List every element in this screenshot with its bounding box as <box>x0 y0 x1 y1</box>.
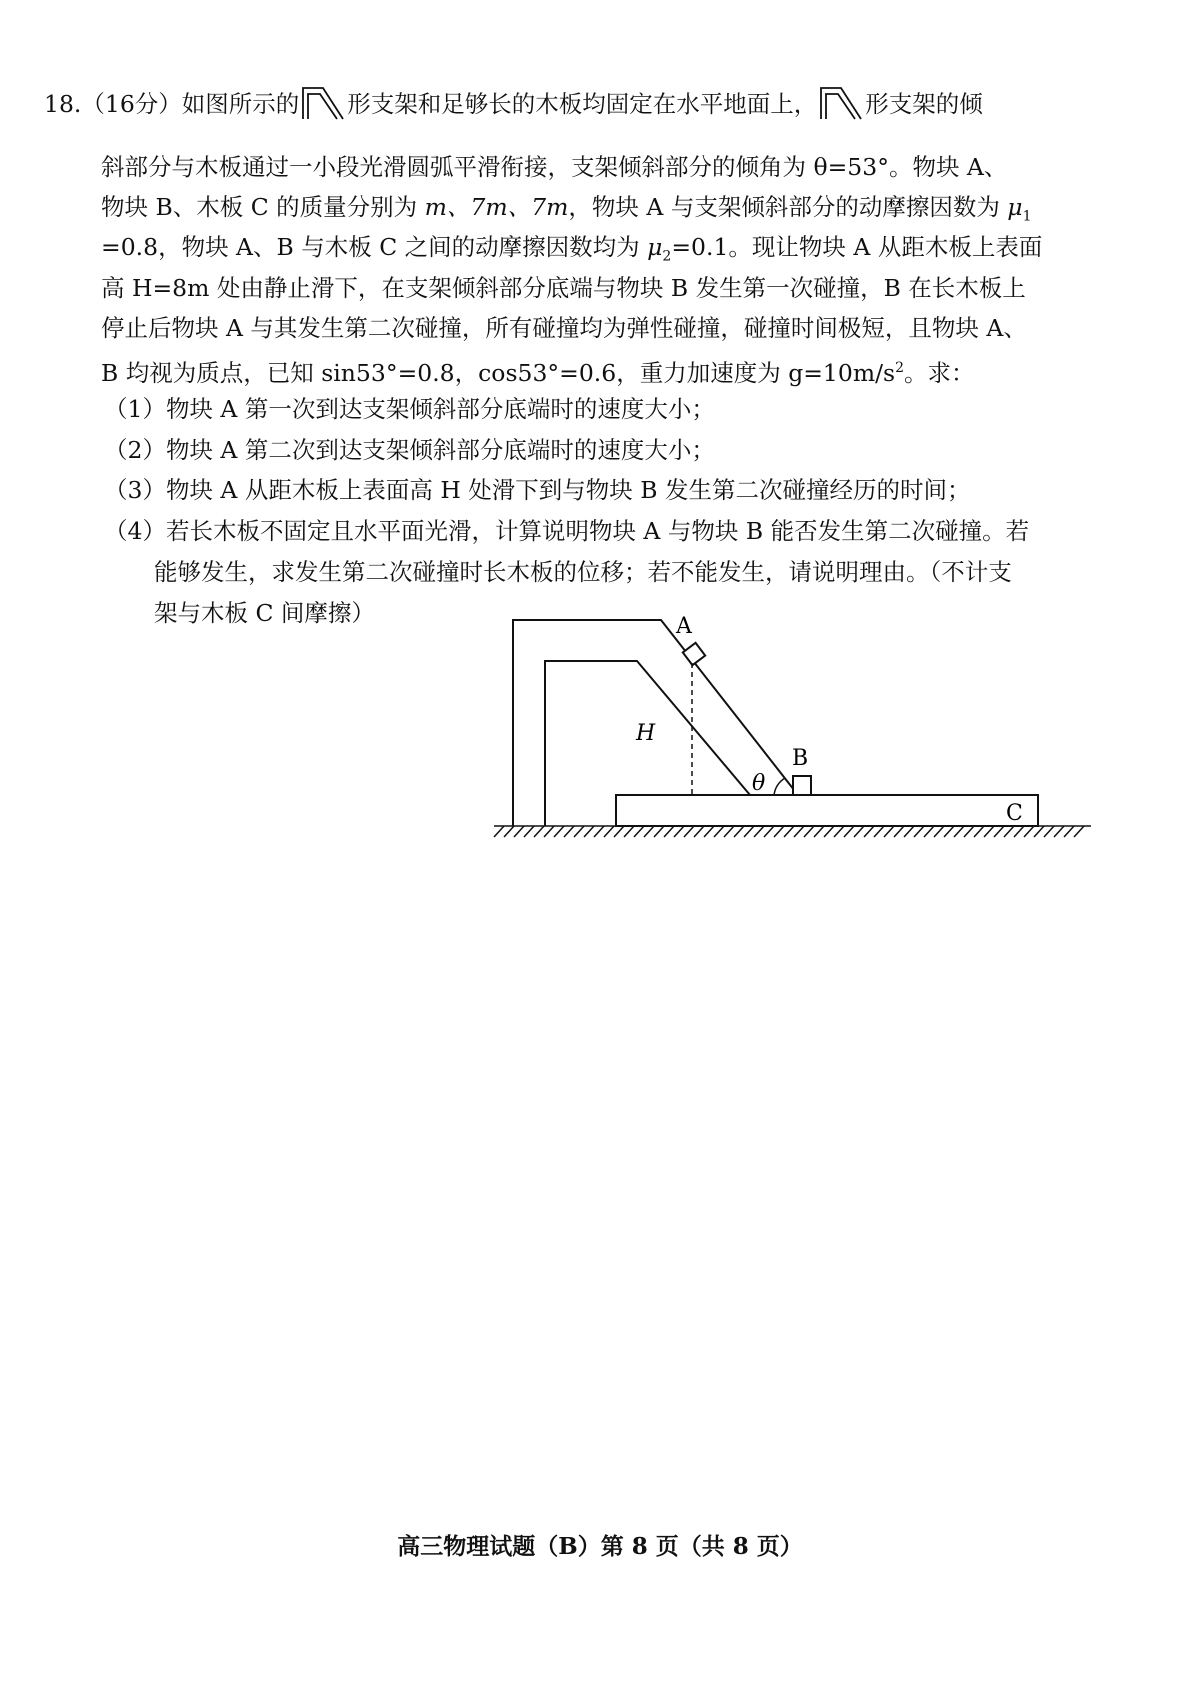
line7-superscript: 2 <box>895 360 905 376</box>
mu1-symbol: μ <box>1007 193 1023 221</box>
question-text-3: 形支架的倾 <box>865 90 983 118</box>
subquestion-4: （4）若长木板不固定且水平面光滑，计算说明物块 A 与物块 B 能否发生第二次碰撞。若 <box>104 517 1030 545</box>
question-line-2: 斜部分与木板通过一小段光滑圆弧平滑衔接，支架倾斜部分的倾角为 θ=53°。物块 A、 <box>101 153 1008 181</box>
question-points: （16分） <box>81 90 182 118</box>
line3-text-a: 物块 B、木板 C 的质量分别为 <box>101 193 425 221</box>
line3-text-b: ，物块 A 与支架倾斜部分的动摩擦因数为 <box>568 193 1008 221</box>
subquestion-1: （1）物块 A 第一次到达支架倾斜部分底端时的速度大小； <box>104 395 715 423</box>
block-b <box>793 776 811 795</box>
mu2-subscript: 2 <box>662 248 672 265</box>
question-line-4 <box>101 232 1042 272</box>
question-number: 18. <box>44 90 82 118</box>
label-a: A <box>676 614 692 639</box>
mu1-subscript: 1 <box>1022 208 1032 225</box>
subquestion-3: （3）物块 A 从距木板上表面高 H 处滑下到与物块 B 发生第二次碰撞经历的时间； <box>104 476 971 504</box>
question-line-7 <box>101 353 975 388</box>
line7-text-a: B 均视为质点，已知 sin53°=0.8，cos53°=0.6，重力加速度为 g=10m/s <box>101 358 896 387</box>
mass-values: m、7m、7m <box>424 193 569 221</box>
line4-text-a: =0.8，物块 A、B 与木板 C 之间的动摩擦因数均为 <box>101 233 648 261</box>
board-c <box>616 795 1038 826</box>
question-line-3 <box>101 192 1032 232</box>
subquestion-4-cont-1: 能够发生，求发生第二次碰撞时长木板的位移；若不能发生，请说明理由。（不计支 <box>154 558 1012 586</box>
question-line-5: 高 H=8m 处由静止滑下，在支架倾斜部分底端与物块 B 发生第一次碰撞，B 在长木板上 <box>101 274 1026 302</box>
bracket-shape-icon-2 <box>819 86 863 120</box>
ground <box>494 826 1091 837</box>
question-line-6: 停止后物块 A 与其发生第二次碰撞，所有碰撞均为弹性碰撞，碰撞时间极短，且物块 A、 <box>101 314 1027 342</box>
block-a <box>683 643 705 665</box>
label-h: H <box>636 721 656 746</box>
bracket-shape-icon <box>301 86 345 120</box>
question-text-2: 形支架和足够长的木板均固定在水平地面上， <box>347 90 818 118</box>
line7-text-b: 。求： <box>904 358 975 387</box>
question-first-line <box>44 86 983 120</box>
label-c: C <box>1006 801 1023 826</box>
page-footer: 高三物理试题（B）第 8 页（共 8 页） <box>397 1533 803 1560</box>
question-text-1: 如图所示的 <box>181 90 300 118</box>
subquestion-4-cont-2: 架与木板 C 间摩擦） <box>154 599 375 627</box>
label-b: B <box>792 746 809 771</box>
label-theta: θ <box>752 771 766 796</box>
angle-arc <box>774 778 785 795</box>
mu2-symbol: μ <box>647 233 663 261</box>
line4-text-b: =0.1。现让物块 A 从距木板上表面 <box>671 233 1043 261</box>
subquestion-2: （2）物块 A 第二次到达支架倾斜部分底端时的速度大小； <box>104 436 715 464</box>
physics-figure <box>480 605 1100 845</box>
